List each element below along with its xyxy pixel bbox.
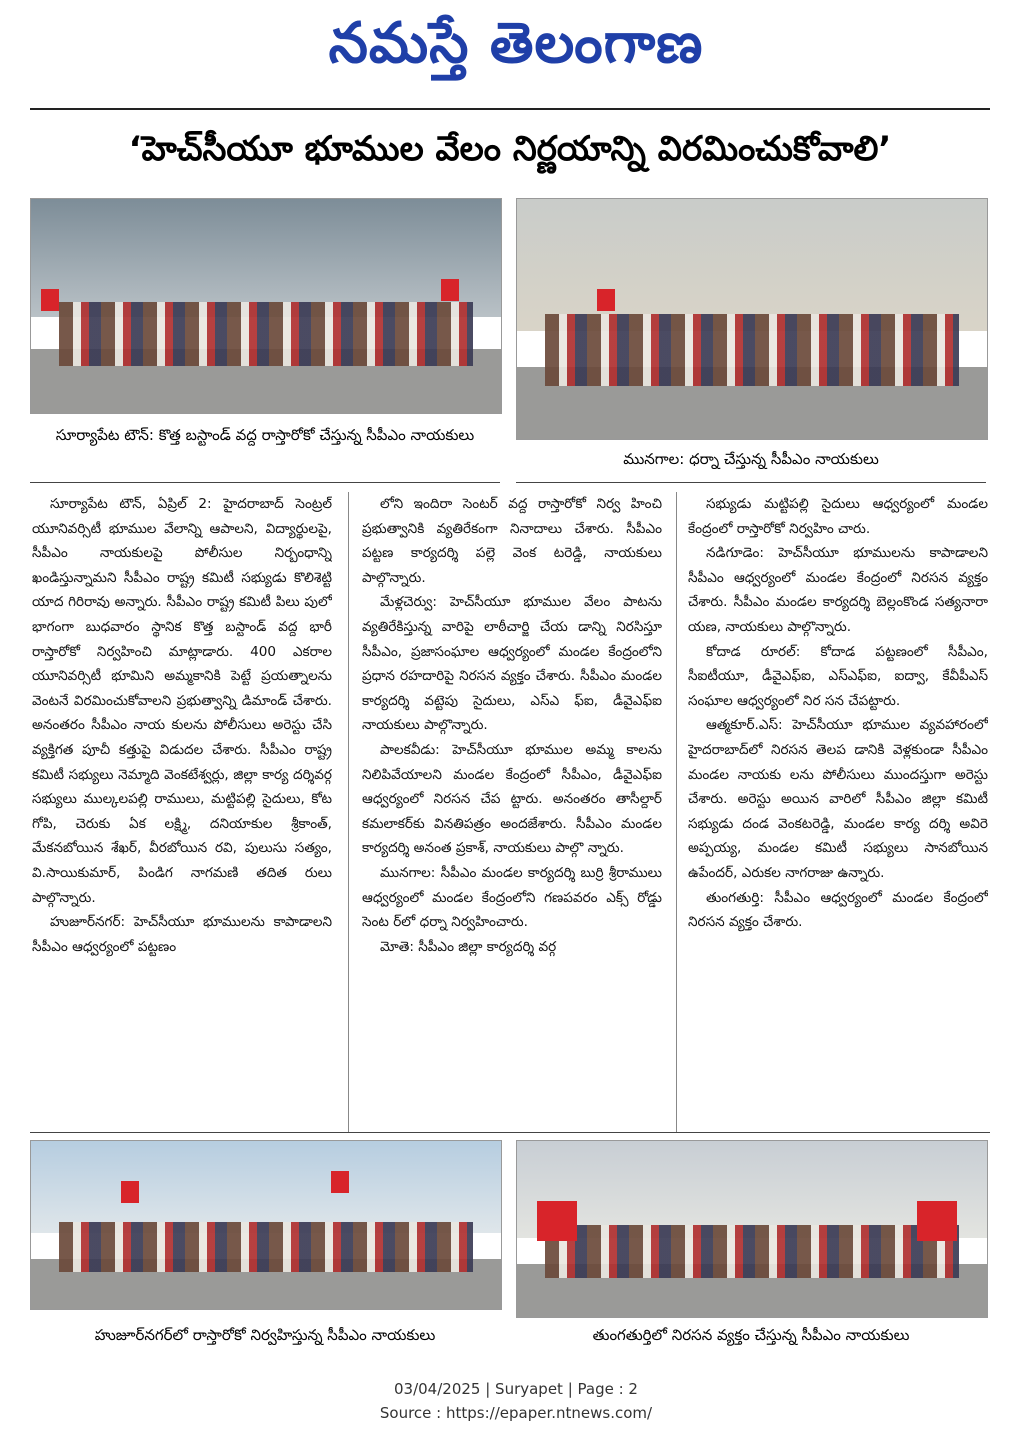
article-column-2 <box>362 492 662 1132</box>
cpm-flag-icon <box>537 1201 577 1241</box>
article-paragraph: మేళ్లచెర్వు: హెచ్‌సీయూ భూముల వేలం పాటను వ్యతిరేకిస్తున్న వారిపై లాఠీచార్జి చేయ డాన్ని నిరసిస్తూ సీపీఎం, ప్రజాసంఘాల ఆధ్వర్యంలో మండల కేంద్రంలోని ప్రధాన రహదారిపై నిరసన వ్యక్తం చేశారు. సీపీఎం మండల కార్యదర్శి వట్టెపు సైదులు, ఎస్‌ఎ ఫ్‌ఐ, డీవైఎఫ్‌ఐ నాయకులు పాల్గొన్నారు. <box>362 594 662 734</box>
caption-bottom-left: హుజూర్‌నగర్‌లో రాస్తారోకో నిర్వహిస్తున్న సీపీఎం నాయకులు <box>94 1326 436 1344</box>
cpm-flag-icon <box>41 289 59 311</box>
cpm-flag-icon <box>331 1171 349 1193</box>
top-rule <box>30 108 990 110</box>
article-column-1 <box>32 492 332 1132</box>
article-paragraph: తుంగతుర్తి: సీపీఎం ఆధ్వర్యంలో మండల కేంద్రంలో నిరసన వ్యక్తం చేశారు. <box>688 889 988 931</box>
column-divider <box>348 492 349 1132</box>
cpm-flag-icon <box>441 279 459 301</box>
article-paragraph: మునగాల: సీపీఎం మండల కార్యదర్శి బుర్రి శ్రీరాములు ఆధ్వర్యంలో మండల కేంద్రంలోని గణపవరం ఎక్స్‌ రోడ్డు సెంట ర్‌లో ధర్నా నిర్వహించారు. <box>362 864 662 931</box>
bottom-rule <box>30 1132 990 1133</box>
photo-huzurnagar-rastaroko <box>30 1140 502 1310</box>
footer-source: Source : https://epaper.ntnews.com/ <box>379 1404 653 1422</box>
caption-top-left: సూర్యాపేట టౌన్‌: కొత్త బస్టాండ్‌ వద్ద రాస్తారోకో చేస్తున్న సీపీఎం నాయకులు <box>55 426 475 444</box>
headline: ‘హెచ్‌సీయూ భూముల వేలం నిర్ణయాన్ని విరమించుకోవాలి’ <box>128 129 892 169</box>
cpm-flag-icon <box>597 289 615 311</box>
caption-rule <box>30 482 500 483</box>
article-column-3 <box>688 492 988 1132</box>
photo-tungaturthi-protest <box>516 1140 988 1318</box>
masthead <box>0 8 1032 80</box>
article-paragraph: పాలకవీడు: హెచ్‌సీయూ భూముల అమ్మ కాలను నిలిపివేయాలని మండల కేంద్రంలో సీపీఎం, డీవైఎఫ్‌ఐ ఆధ్వర్యంలో నిరసన చేప ట్టారు. అనంతరం తాసీల్దార్‌ కమలాకర్‌కు వినతిపత్రం అందజేశారు. సీపీఎం మండల కార్యదర్శి అనంత ప్రకాశ్‌, నాయకులు పాల్గొ న్నారు. <box>362 741 662 857</box>
photo-munagala-dharna <box>516 198 988 440</box>
caption-bottom-right: తుంగతుర్తిలో నిరసన వ్యక్తం చేస్తున్న సీపీఎం నాయకులు <box>592 1326 910 1344</box>
caption-top-right: మునగాల: ధర్నా చేస్తున్న సీపీఎం నాయకులు <box>623 450 879 468</box>
article-paragraph: హుజూర్‌నగర్‌: హెచ్‌సీయూ భూములను కాపాడాలని సీపీఎం ఆధ్వర్యంలో పట్టణం <box>32 914 332 955</box>
article-paragraph: ఆత్మకూర్‌.ఎస్‌: హెచ్‌సీయూ భూముల వ్యవహారంలో హైదరాబాద్‌లో నిరసన తెలప డానికి వెళ్లకుండా సీపీఎం మండల నాయకు లను పోలీసులు ముందస్తుగా అరెస్టు చేశారు. అరెస్టు అయిన వారిలో సీపీఎం జిల్లా కమిటీ సభ్యుడు దండ వెంకటరెడ్డి, మండల కార్య దర్శి అవిరె అప్పయ్య, మండల కమిటీ సభ్యులు సానబోయిన ఉపేందర్‌, ఎరుకల నాగరాజు ఉన్నారు. <box>688 717 988 881</box>
article-paragraph: సభ్యుడు మట్టిపల్లి సైదులు ఆధ్వర్యంలో మండల కేంద్రంలో రాస్తారోకో నిర్వహిం చారు. <box>688 496 988 537</box>
article-paragraph: లోని ఇందిరా సెంటర్‌ వద్ద రాస్తారోకో నిర్వ హించి ప్రభుత్వానికి వ్యతిరేకంగా నినాదాలు చేశారు. సీపీఎం పట్టణ కార్యదర్శి పల్లె వెంక టరెడ్డి, నాయకులు పాల్గొన్నారు. <box>362 496 662 586</box>
column-divider <box>676 492 677 1132</box>
article-paragraph: సూర్యాపేట టౌన్‌, ఏప్రిల్‌ 2: హైదరాబాద్‌ సెంట్రల్‌ యూనివర్సిటీ భూముల వేలాన్ని ఆపాలని, విద్యార్థులపై, సీపీఎం నాయకులపై పోలీసుల నిర్బంధాన్ని ఖండిస్తున్నామని సీపీఎం రాష్ట్ర కమిటీ సభ్యుడు కొలిశెట్టి యాద గిరిరావు అన్నారు. సీపీఎం రాష్ట్ర కమిటీ పిలు పులో భాగంగా బుధవారం స్థానిక కొత్త బస్టాండ్‌ వద్ద భారీ రాస్తారోకో నిర్వహించి మాట్లాడారు. 400 ఎకరాల యూనివర్సిటీ భూమిని అమ్మకానికి పెట్టే ప్రయత్నాలను వెంటనే విరమించుకోవాలని ప్రభుత్వాన్ని డిమాండ్‌ చేశారు. అనంతరం సీపీఎం నాయ కులను పోలీసులు అరెస్టు చేసి వ్యక్తిగత పూచీ కత్తుపై విడుదల చేశారు. సీపీఎం రాష్ట్ర కమిటీ సభ్యులు నెమ్మాది వెంకటేశ్వర్లు, జిల్లా కార్య దర్శివర్గ సభ్యులు ముల్కలపల్లి రాములు, మట్టిపల్లి సైదులు, కోట గోపి, చెరుకు ఏక లక్ష్మి, దనియాకుల శ్రీకాంత్‌, మేకనబోయిన శేఖర్‌, వీరబోయిన రవి, పులుసు సత్యం, వి.సాయికుమార్‌, పిండిగ నాగమణి తదిత రులు పాల్గొన్నారు. <box>32 496 332 906</box>
cpm-flag-icon <box>917 1201 957 1241</box>
article-paragraph: నడిగూడెం: హెచ్‌సీయూ భూములను కాపాడాలని సీపీఎం ఆధ్వర్యంలో మండల కేంద్రంలో నిరసన వ్యక్తం చేశారు. సీపీఎం మండల కార్యదర్శి బెల్లంకొండ సత్యనారా యణ, నాయకులు పాల్గొన్నారు. <box>688 545 988 635</box>
article-paragraph: కోదాడ రూరల్‌: కోదాడ పట్టణంలో సీపీఎం, సీఐటీయూ, డీవైఎఫ్‌ఐ, ఎస్‌ఎఫ్‌ఐ, ఐద్వా, కేవీపీఎస్‌ సంఘాల ఆధ్వర్యంలో నిర సన చేపట్టారు. <box>688 643 988 709</box>
photo-suryapet-protest <box>30 198 502 414</box>
cpm-flag-icon <box>121 1181 139 1203</box>
article-paragraph: మోతె: సీపీఎం జిల్లా కార్యదర్శి వర్గ <box>380 938 557 955</box>
footer-date-edition: 03/04/2025 | Suryapet | Page : 2 <box>394 1380 638 1398</box>
caption-rule <box>516 482 986 483</box>
masthead-title: నమస్తే తెలంగాణ <box>328 11 704 76</box>
